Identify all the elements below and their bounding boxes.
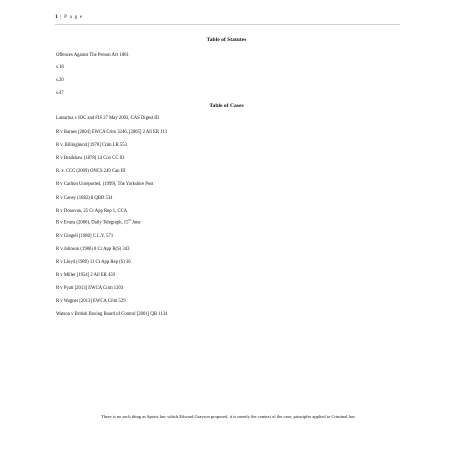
case-item: R v Carlton Unreported, (1999), The Yorkshire Post [56,182,154,187]
footnote: There is no such thing as Sports law which Edward Grayson proposed, it is merely the context of the case, principles applied to Criminal law [101,414,355,419]
case-item: R v Barnes [2004] EWCA Crim 3246, [2005] 2 All ER 113 [56,130,168,135]
case-item: R v Pyatt [2013] EWCA Crim 1203 [56,286,124,291]
statute-item: s.47 [56,91,64,96]
page-header [55,14,400,25]
statute-item: s.20 [56,78,64,83]
case-item: R v Johnson (1986) 8 Cr App R(S) 343 [56,247,130,252]
case-item: R v Donovan, 25 Cr App Rep 1, CCA [56,209,128,214]
case-item: R v. Billinghurst [1978] Crim LR 553 [56,143,127,148]
statute-item: s.18 [56,65,64,70]
case-item [56,220,141,226]
cases-heading: Table of Cases [209,103,244,109]
statutes-heading: Table of Statutes [206,37,247,43]
case-item: R v Coney (1882) 8 QBD 534 [56,196,113,201]
page-number: 1 [55,14,59,20]
case-item: R v Lloyd (1989) 11 Cr App Rep (S) 36 [56,260,131,265]
statute-item: Offences Against The Person Act 1861 [56,53,129,58]
case-item: R v Miller [1954] 2 All ER 459 [56,273,115,278]
case-item: R v Wagner [2013] EWCA Crim 529 [56,299,126,304]
case-item: Latsarina v IOC and FIS 27 May 2003, CAS Digest III [56,116,159,121]
case-item: Watson v British Boxing Board of Control [2001] QB 1134 [56,312,168,317]
page-label: | P a g e [60,14,83,20]
case-item: R v Gingell [1980] C L.Y. 571 [56,234,114,239]
case-text-tail: June [130,220,141,226]
case-text: R v Evans (2006), Daily Telegraph, 15 [56,220,129,226]
case-superscript: th [128,218,131,222]
case-item: R. v. CCC (2009) ONCS 249 Can III [56,169,126,174]
case-item: R v Bradshaw (1878) 14 Cox CC 83 [56,156,125,161]
